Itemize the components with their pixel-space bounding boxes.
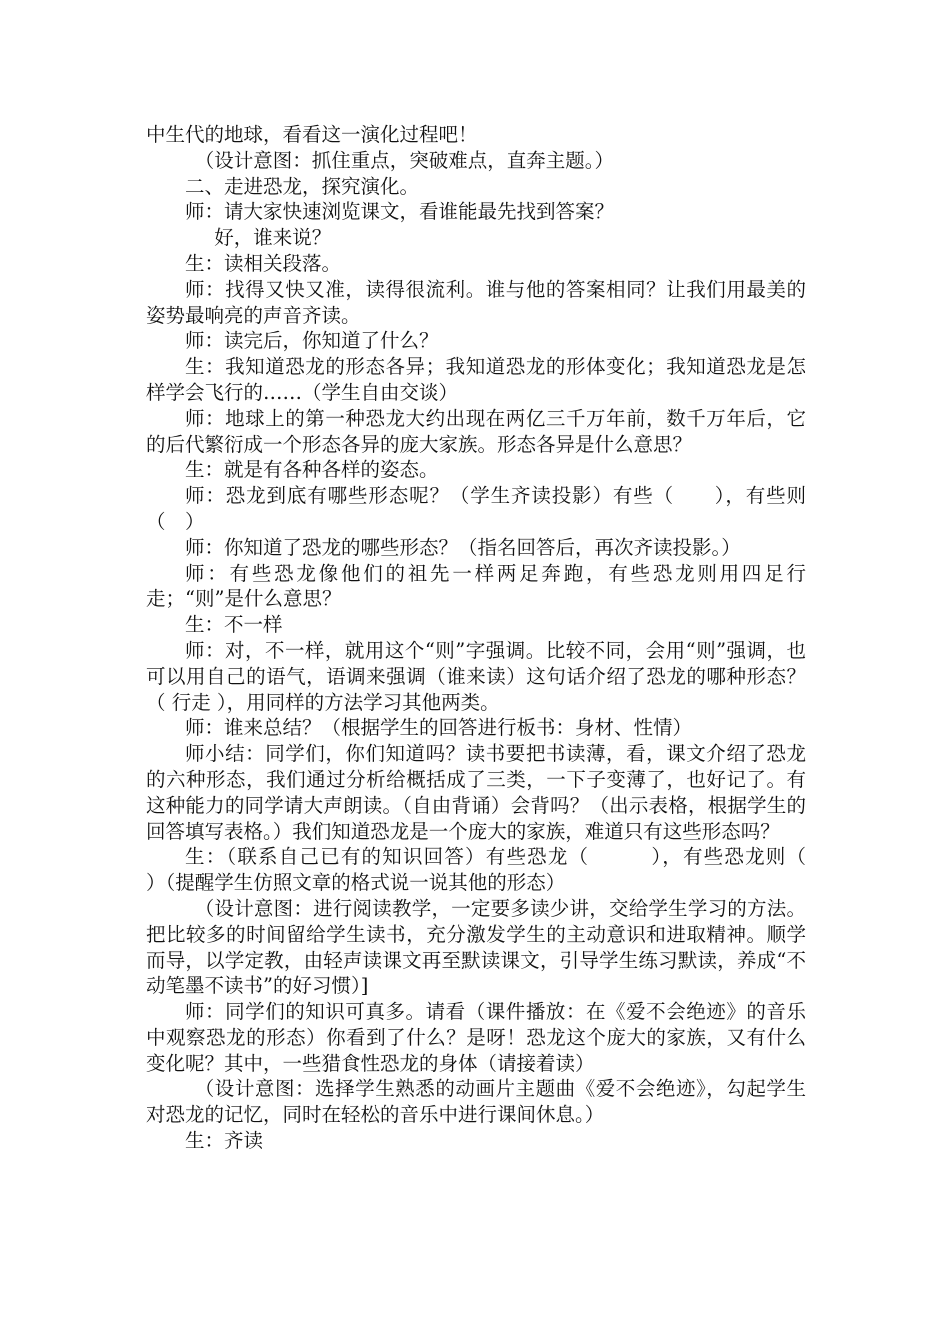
paragraph: 生：不一样	[185, 613, 283, 637]
paragraph: 师：地球上的第一种恐龙大约出现在两亿三千万年前，数千万年后，它的后代繁衍成一个形态各异的庞大家族。形态各异是什么意思？	[146, 406, 806, 456]
paragraph: 生：读相关段落。	[185, 251, 342, 275]
paragraph: 师：对，不一样，就用这个“则”字强调。比较不同，会用“则”强调，也可以用自己的语气，语调来强调（谁来读）这句话介绍了恐龙的哪种形态？（ 行走 ），用同样的方法学习其他两类。	[146, 638, 806, 714]
paragraph: 师：读完后，你知道了什么？	[185, 329, 439, 353]
document-body	[146, 122, 865, 1154]
paragraph: 师小结：同学们，你们知道吗？读书要把书读薄，看，课文介绍了恐龙的六种形态，我们通过分析给概括成了三类，一下子变薄了，也好记了。有这种能力的同学请大声朗读。（自由背诵）会背吗？（出示表格，根据学生的回答填写表格。）我们知道恐龙是一个庞大的家族，难道只有这些形态吗？	[146, 742, 806, 843]
paragraph: 好，谁来说？	[214, 226, 332, 250]
paragraph: 中生代的地球，看看这一演化过程吧！	[146, 123, 478, 146]
paragraph: 师：同学们的知识可真多。请看（课件播放：在《爱不会绝迹》的音乐中观察恐龙的形态）你看到了什么？是呀！恐龙这个庞大的家族，又有什么变化呢？其中，一些猎食性恐龙的身体（请接着读）	[146, 1000, 806, 1075]
section-heading: 二、走进恐龙，探究演化。	[185, 174, 420, 198]
paragraph: 师：恐龙到底有哪些形态呢？（学生齐读投影）有些（ ），有些则（ ）	[146, 484, 806, 533]
paragraph: 师：找得又快又准，读得很流利。谁与他的答案相同？让我们用最美的姿势最响亮的声音齐读。	[146, 277, 806, 327]
paragraph: 生：就是有各种各样的姿态。	[185, 458, 439, 482]
paragraph: 生：（联系自己已有的知识回答）有些恐龙（ ），有些恐龙则（ ）（提醒学生仿照文章的格式说一说其他的形态）	[146, 845, 865, 895]
paragraph: 师：谁来总结？（根据学生的回答进行板书：身材、性情）	[185, 716, 693, 740]
design-intent-note: （设计意图：抓住重点，突破难点，直奔主题。）	[194, 148, 615, 172]
paragraph: 生：我知道恐龙的形态各异；我知道恐龙的形体变化；我知道恐龙是怎样学会飞行的……（学生自由交谈）	[146, 355, 806, 404]
design-intent-note: （设计意图：选择学生熟悉的动画片主题曲《爱不会绝迹》，勾起学生对恐龙的记忆，同时在轻松的音乐中进行课间休息。）	[146, 1077, 806, 1127]
paragraph: 生：齐读	[185, 1129, 264, 1153]
paragraph: 师：你知道了恐龙的哪些形态？（指名回答后，再次齐读投影。）	[185, 535, 741, 559]
paragraph: 师：请大家快速浏览课文，看谁能最先找到答案？	[185, 200, 615, 224]
paragraph: 师：有些恐龙像他们的祖先一样两足奔跑，有些恐龙则用四足行走；“则”是什么意思？	[146, 561, 806, 611]
design-intent-note: （设计意图：进行阅读教学，一定要多读少讲，交给学生学习的方法。把比较多的时间留给学生读书，充分激发学生的主动意识和进取精神。顺学而导，以学定教，由轻声读课文再至默读课文，引导学生练习默读，养成“不动笔墨不读书”的好习惯）]	[146, 896, 806, 998]
